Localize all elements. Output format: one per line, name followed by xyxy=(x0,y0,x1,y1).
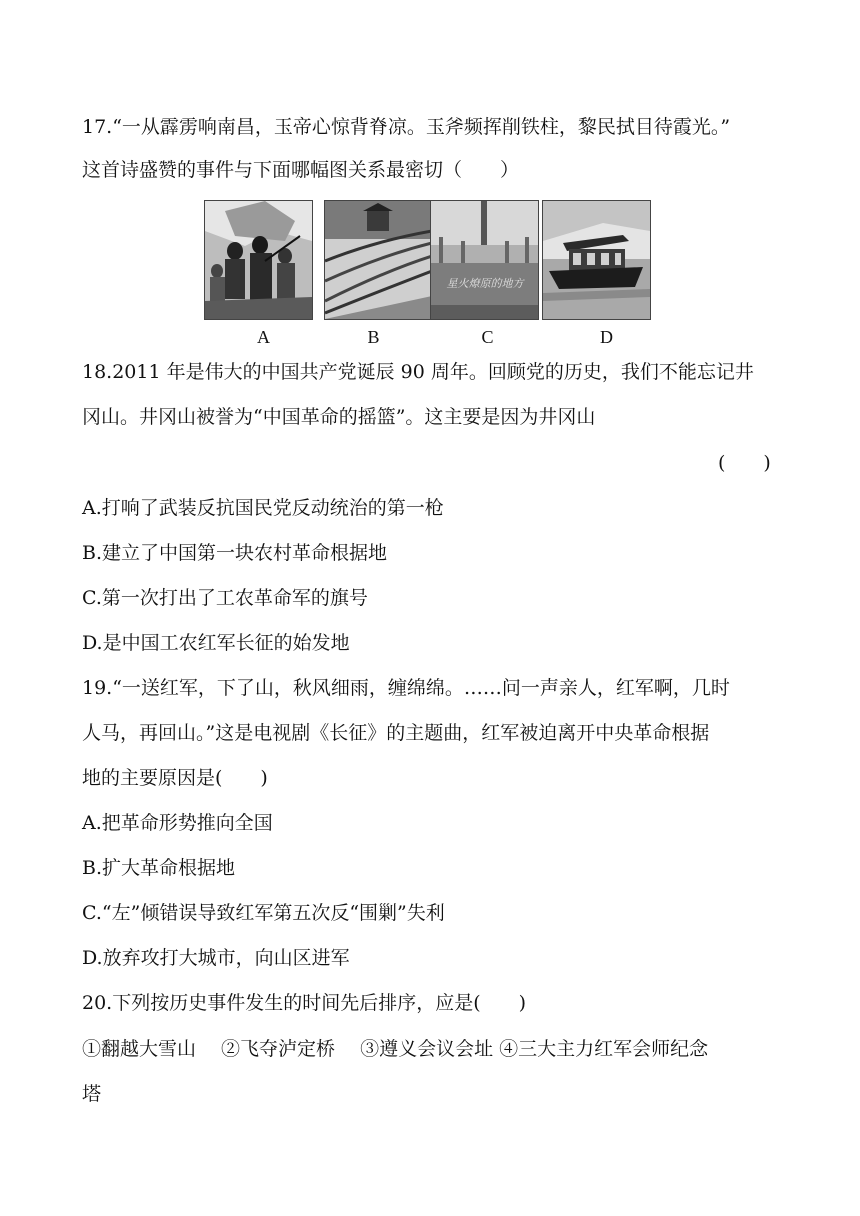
q17-image-label-a: A xyxy=(257,327,270,347)
q19-option-a: A.把革命形势推向全国 xyxy=(82,812,273,834)
q19-line-1: 19.“一送红军，下了山，秋风细雨，缠绵绵。……问一声亲人，红军啊，几时 xyxy=(82,677,730,699)
q17-image-c-inscription: 星火燎原的地方 xyxy=(446,277,524,290)
q19-line-2: 人马，再回山。”这是电视剧《长征》的主题曲，红军被迫离开中央革命根据 xyxy=(82,722,710,744)
q17-image-d xyxy=(542,200,651,320)
q17-image-a xyxy=(204,200,313,320)
q18-option-b: B.建立了中国第一块农村革命根据地 xyxy=(82,542,388,564)
q20-line-1: 20.下列按历史事件发生的时间先后排序，应是( ) xyxy=(82,992,527,1014)
q18-option-a: A.打响了武装反抗国民党反动统治的第一枪 xyxy=(82,497,444,519)
q18-option-d: D.是中国工农红军长征的始发地 xyxy=(82,632,350,654)
q20-line-2: ①翻越大雪山 ②飞夺泸定桥 ③遵义会议会址 ④三大主力红军会师纪念 xyxy=(82,1038,709,1060)
q19-option-d: D.放弃攻打大城市，向山区进军 xyxy=(82,947,350,969)
q17-line-2: 这首诗盛赞的事件与下面哪幅图关系最密切（ ） xyxy=(82,159,520,181)
q20-line-3: 塔 xyxy=(82,1083,102,1105)
q18-answer-paren: ( ) xyxy=(718,452,771,474)
q19-line-3: 地的主要原因是( ) xyxy=(82,767,268,789)
q17-image-label-c: C xyxy=(481,327,494,347)
q17-image-row xyxy=(204,200,660,350)
q18-line-1: 18.2011 年是伟大的中国共产党诞辰 90 周年。回顾党的历史，我们不能忘记井 xyxy=(82,361,754,383)
q17-line-1: 17.“一从霹雳响南昌，玉帝心惊背脊凉。玉斧频挥削铁柱，黎民拭目待霞光。” xyxy=(82,116,731,138)
q18-line-2: 冈山。井冈山被誉为“中国革命的摇篮”。这主要是因为井冈山 xyxy=(82,406,596,428)
q19-option-c: C.“左”倾错误导致红军第五次反“围剿”失利 xyxy=(82,902,445,924)
q17-image-b xyxy=(324,200,433,320)
q18-option-c: C.第一次打出了工农革命军的旗号 xyxy=(82,587,368,609)
q17-image-c xyxy=(430,200,539,320)
q17-image-label-b: B xyxy=(367,327,380,347)
q17-image-label-d: D xyxy=(600,327,613,347)
q19-option-b: B.扩大革命根据地 xyxy=(82,857,236,879)
